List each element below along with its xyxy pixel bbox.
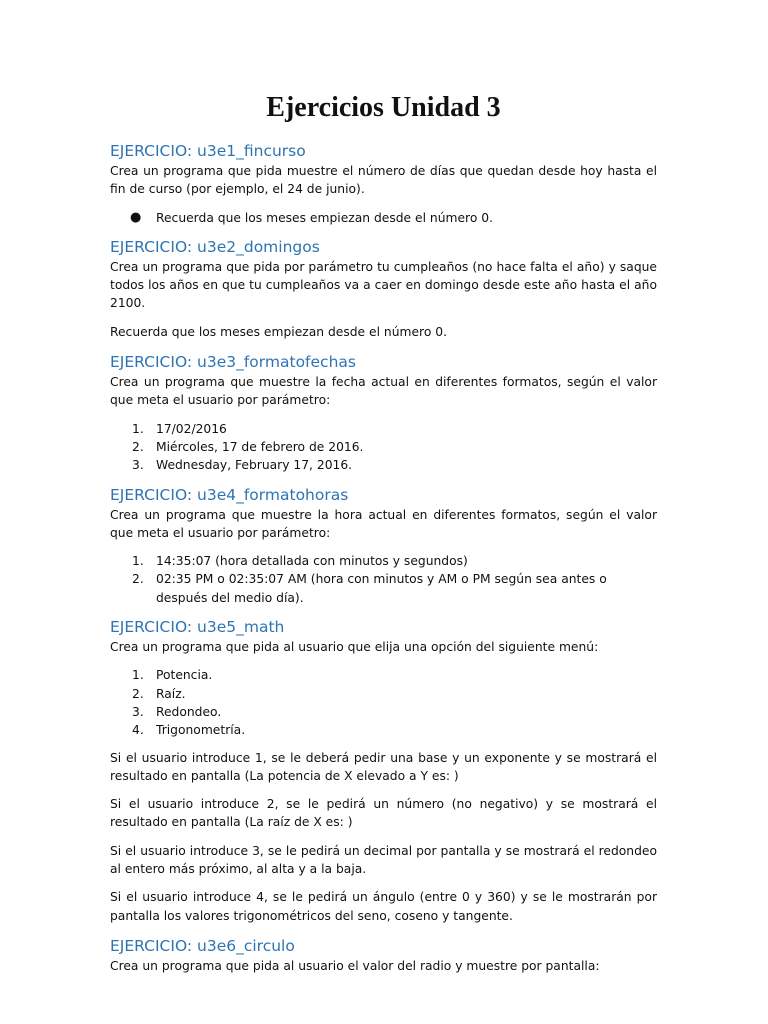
list-number: 1. xyxy=(132,668,144,683)
list-number: 4. xyxy=(132,723,144,738)
list-number: 1. xyxy=(132,554,144,569)
exercise-heading: EJERCICIO: u3e2_domingos xyxy=(110,237,320,256)
list-number: 3. xyxy=(132,458,144,473)
list-item xyxy=(110,552,657,570)
list-item xyxy=(110,685,657,703)
bullet-icon: ● xyxy=(130,209,142,225)
exercise-2 xyxy=(110,236,657,341)
document-body xyxy=(110,82,657,985)
exercise-intro: Crea un programa que pida al usuario el valor del radio y muestre por pantalla: xyxy=(110,958,600,973)
list-item-text: 17/02/2016 xyxy=(156,421,227,436)
list-item-text: Potencia. xyxy=(156,668,213,683)
list-item-text: Redondeo. xyxy=(156,704,222,719)
page-title: Ejercicios Unidad 3 xyxy=(266,92,501,123)
list-item xyxy=(110,721,657,739)
list-item-text: Raíz. xyxy=(156,686,186,701)
exercise-heading: EJERCICIO: u3e4_formatohoras xyxy=(110,485,349,504)
exercise-1 xyxy=(110,140,657,227)
list-number: 1. xyxy=(132,421,144,436)
list-number: 2. xyxy=(132,686,144,701)
exercise-heading: EJERCICIO: u3e3_formatofechas xyxy=(110,353,356,372)
exercise-intro: Crea un programa que muestre la hora actual en diferentes formatos, según el valor que meta el usuario por parámetro: xyxy=(110,507,657,540)
list-item xyxy=(110,570,657,607)
exercise-heading: EJERCICIO: u3e1_fincurso xyxy=(110,142,306,160)
numbered-list xyxy=(110,552,657,607)
exercise-3 xyxy=(110,351,657,474)
list-item-text: Trigonometría. xyxy=(156,723,246,738)
exercise-heading: EJERCICIO: u3e6_circulo xyxy=(110,936,295,955)
exercise-paragraph: Si el usuario introduce 1, se le deberá pedir una base y un exponente y se mostrará el resultado en pantalla (La potencia de X elevado a Y es: ) xyxy=(110,750,657,783)
list-item xyxy=(110,438,657,456)
exercise-intro: Crea un programa que pida muestre el número de días que quedan desde hoy hasta el fin de curso (por ejemplo, el 24 de junio). xyxy=(110,164,657,197)
numbered-list xyxy=(110,666,657,739)
exercise-paragraph: Si el usuario introduce 4, se le pedirá un ángulo (entre 0 y 360) y se le mostrarán por pantalla los valores trigonométricos del seno, coseno y tangente. xyxy=(110,890,657,923)
exercise-5 xyxy=(110,616,657,925)
exercise-intro: Crea un programa que muestre la fecha actual en diferentes formatos, según el valor que meta el usuario por parámetro: xyxy=(110,375,657,408)
exercise-note: Recuerda que los meses empiezan desde el número 0. xyxy=(110,324,447,339)
list-number: 2. xyxy=(132,572,144,587)
exercise-intro: Crea un programa que pida al usuario que elija una opción del siguiente menú: xyxy=(110,640,599,655)
list-item-text: 02:35 PM o 02:35:07 AM (hora con minutos y AM o PM según sea antes o después del medio día). xyxy=(156,572,607,605)
list-item xyxy=(110,420,657,438)
exercise-paragraph: Si el usuario introduce 3, se le pedirá un decimal por pantalla y se mostrará el redondeo al entero más próximo, al alta y a la baja. xyxy=(110,843,657,877)
list-item-text: Wednesday, February 17, 2016. xyxy=(156,458,353,473)
numbered-list xyxy=(110,420,657,475)
bullet-list xyxy=(110,209,657,227)
list-number: 2. xyxy=(132,439,144,454)
list-item xyxy=(110,209,657,227)
list-item-text: Recuerda que los meses empiezan desde el número 0. xyxy=(156,210,493,225)
exercise-6 xyxy=(110,935,657,975)
list-number: 3. xyxy=(132,704,144,719)
exercise-paragraph: Si el usuario introduce 2, se le pedirá un número (no negativo) y se mostrará el resultado en pantalla (La raíz de X es: ) xyxy=(110,797,657,830)
list-item xyxy=(110,666,657,684)
list-item-text: Miércoles, 17 de febrero de 2016. xyxy=(156,439,364,454)
list-item xyxy=(110,703,657,721)
exercise-4 xyxy=(110,484,657,607)
exercise-intro: Crea un programa que pida por parámetro tu cumpleaños (no hace falta el año) y saque todos los años en que tu cumpleaños va a caer en domingo desde este año hasta el año 2100. xyxy=(110,259,657,311)
list-item xyxy=(110,456,657,474)
list-item-text: 14:35:07 (hora detallada con minutos y segundos) xyxy=(156,554,468,569)
exercise-heading: EJERCICIO: u3e5_math xyxy=(110,618,285,637)
